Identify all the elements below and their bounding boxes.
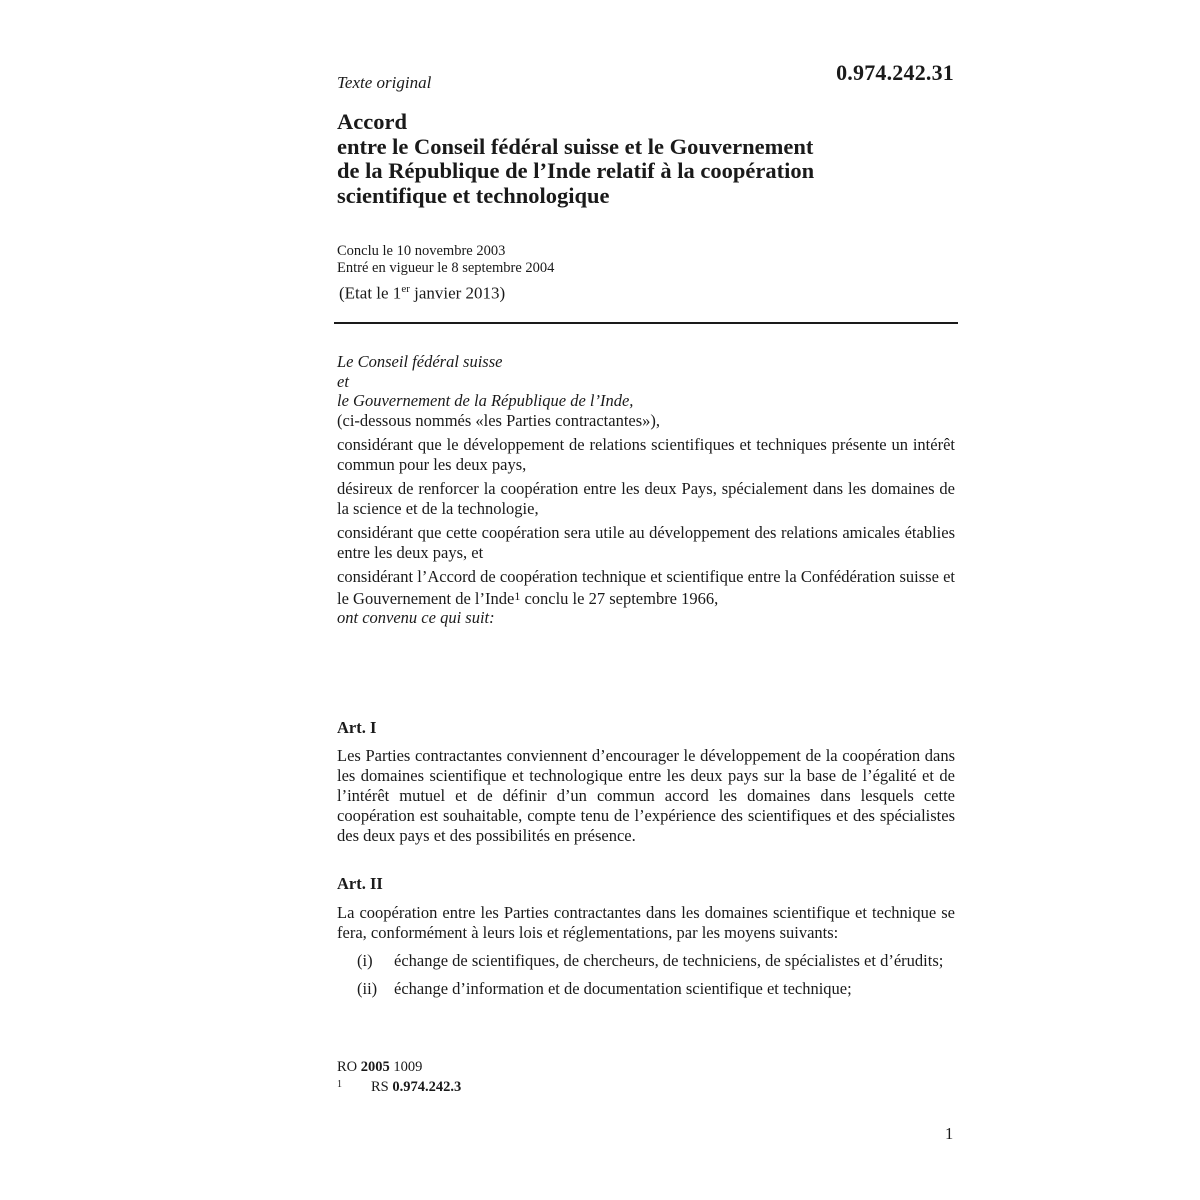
ci-dessous: (ci-dessous nommés «les Parties contractantes»), — [337, 410, 661, 430]
en-vigueur-date: Entré en vigueur le 8 septembre 2004 — [337, 260, 555, 276]
rs-number[interactable]: 0.974.242.3 — [392, 1079, 462, 1095]
desireux: désireux de renforcer la coopération entre les deux Pays, spécialement dans les domaines de la science et de la technologie, — [337, 479, 955, 518]
ro-page: 1009 — [389, 1059, 423, 1075]
list-item-text: échange de scientifiques, de chercheurs, de techniciens, de spécialistes et d’érudits; — [394, 951, 944, 970]
page-number: 1 — [945, 1124, 954, 1143]
ont-convenu: ont convenu ce qui suit: — [337, 608, 495, 627]
document-title — [337, 110, 955, 208]
party-1: Le Conseil fédéral suisse — [337, 352, 503, 371]
footnote-1 — [337, 1079, 461, 1096]
article-1-body: Les Parties contractantes conviennent d’encourager le développement de la coopération dans les domaines scientifique et technologique entre les deux pays sur la base de l’égalité et de l’intérêt mutuel et de définir d’un commun accord les domaines dans lesquels cette coopération est souhaitable, compte tenu de l’expérience des scientifiques et des spécialistes des deux pays et des possibilités en présence. — [337, 746, 955, 845]
considerant-3 — [337, 567, 955, 608]
considerant-3-text: considérant l’Accord de coopération technique et scientifique entre la Confédération suisse et le Gouvernement de l’Inde — [337, 567, 955, 608]
article-2-heading: Art. II — [337, 874, 383, 893]
sr-number: 0.974.242.31 — [836, 60, 954, 85]
ro-year: 2005 — [360, 1059, 390, 1075]
horizontal-rule — [334, 322, 958, 324]
etat-date — [339, 283, 505, 304]
list-item-number: (ii) — [357, 979, 378, 998]
article-1-heading: Art. I — [337, 718, 377, 737]
conjunction: et — [337, 371, 349, 391]
title-line: scientifique et technologique — [337, 182, 610, 208]
article-2-list — [357, 951, 955, 1007]
title-line: entre le Conseil fédéral suisse et le Gouvernement — [337, 133, 814, 159]
list-item-number: (i) — [357, 951, 373, 970]
conclu-date: Conclu le 10 novembre 2003 — [337, 243, 506, 259]
dates-block — [337, 243, 955, 277]
etat-prefix: (Etat le 1 — [339, 283, 402, 303]
list-item — [357, 979, 955, 999]
title-line: Accord — [337, 109, 407, 134]
footnote-ref[interactable]: 1 — [514, 588, 521, 603]
texte-original-label: Texte original — [337, 73, 432, 92]
considerant-3-end: conclu le 27 septembre 1966, — [520, 588, 719, 608]
etat-sup: er — [401, 283, 410, 295]
considerant-1: considérant que le développement de relations scientifiques et techniques présente un intérêt commun pour les deux pays, — [337, 435, 955, 474]
party-2: le Gouvernement de la République de l’Inde, — [337, 391, 634, 410]
title-line: de la République de l’Inde relatif à la coopération — [337, 158, 815, 183]
list-item — [357, 951, 955, 971]
footnote-mark: 1 — [337, 1079, 342, 1090]
article-2-body: La coopération entre les Parties contractantes dans les domaines scientifique et technique se fera, conformément à leurs lois et réglementations, par les moyens suivants: — [337, 903, 955, 942]
preamble — [337, 352, 955, 628]
ro-reference — [337, 1059, 422, 1076]
ro-prefix: RO — [337, 1059, 361, 1075]
etat-suffix: janvier 2013) — [409, 283, 506, 303]
rs-prefix: RS — [371, 1079, 393, 1095]
considerant-2: considérant que cette coopération sera utile au développement des relations amicales établies entre les deux pays, et — [337, 523, 955, 562]
list-item-text: échange d’information et de documentation scientifique et technique; — [394, 979, 852, 998]
